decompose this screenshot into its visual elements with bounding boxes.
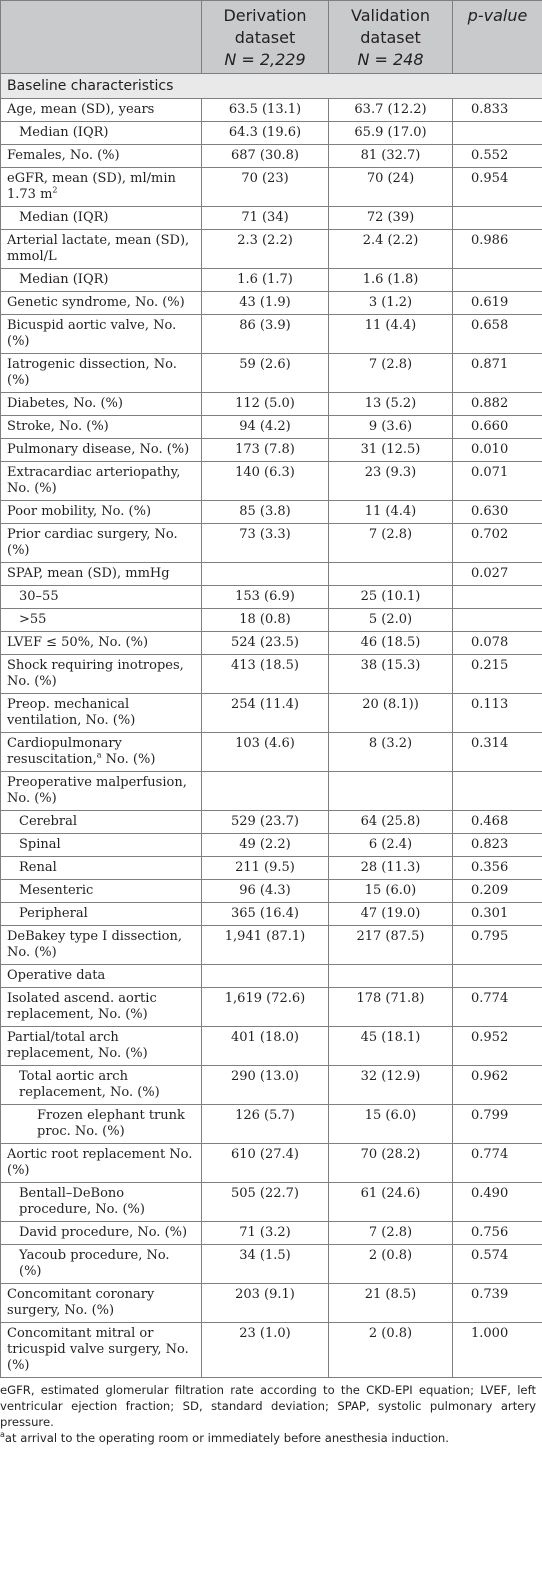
row-label bbox=[1, 292, 202, 315]
p-value: 0.552 bbox=[453, 145, 542, 168]
table-row bbox=[1, 439, 542, 462]
table-row bbox=[1, 586, 542, 609]
validation-value: 21 (8.5) bbox=[329, 1284, 453, 1323]
validation-value: 3 (1.2) bbox=[329, 292, 453, 315]
validation-value: 32 (12.9) bbox=[329, 1066, 453, 1105]
derivation-value: 211 (9.5) bbox=[202, 857, 329, 880]
validation-value: 15 (6.0) bbox=[329, 1105, 453, 1144]
row-label-text: Females, No. (%) bbox=[7, 148, 120, 163]
validation-value: 178 (71.8) bbox=[329, 988, 453, 1027]
validation-value: 20 (8.1)) bbox=[329, 694, 453, 733]
table-row bbox=[1, 462, 542, 501]
row-label-superscript: 2 bbox=[52, 185, 58, 195]
derivation-value: 85 (3.8) bbox=[202, 501, 329, 524]
validation-value: 7 (2.8) bbox=[329, 1222, 453, 1245]
derivation-value: 64.3 (19.6) bbox=[202, 122, 329, 145]
derivation-value: 96 (4.3) bbox=[202, 880, 329, 903]
p-value: 0.071 bbox=[453, 462, 542, 501]
row-label bbox=[1, 315, 202, 354]
table-body bbox=[1, 74, 542, 1378]
validation-value: 72 (39) bbox=[329, 207, 453, 230]
derivation-title-line1: Derivation bbox=[223, 6, 307, 25]
row-label bbox=[1, 1066, 202, 1105]
p-value: 0.756 bbox=[453, 1222, 542, 1245]
p-value bbox=[453, 965, 542, 988]
row-label-text: Preoperative malperfusion, No. (%) bbox=[7, 775, 187, 806]
validation-sample-size: N = 248 bbox=[357, 50, 424, 69]
header-validation bbox=[329, 1, 453, 74]
validation-value: 61 (24.6) bbox=[329, 1183, 453, 1222]
p-value: 0.215 bbox=[453, 655, 542, 694]
derivation-value: 203 (9.1) bbox=[202, 1284, 329, 1323]
row-label bbox=[1, 145, 202, 168]
row-label bbox=[1, 694, 202, 733]
validation-value: 2 (0.8) bbox=[329, 1323, 453, 1378]
p-value: 0.986 bbox=[453, 230, 542, 269]
p-value: 0.799 bbox=[453, 1105, 542, 1144]
validation-value: 81 (32.7) bbox=[329, 145, 453, 168]
derivation-value: 2.3 (2.2) bbox=[202, 230, 329, 269]
table-row bbox=[1, 1144, 542, 1183]
derivation-value: 103 (4.6) bbox=[202, 733, 329, 772]
table-row bbox=[1, 1105, 542, 1144]
row-label-text: Aortic root replacement No. (%) bbox=[7, 1147, 193, 1178]
derivation-value: 94 (4.2) bbox=[202, 416, 329, 439]
validation-value: 28 (11.3) bbox=[329, 857, 453, 880]
validation-value: 70 (28.2) bbox=[329, 1144, 453, 1183]
row-label-text: Total aortic arch replacement, No. (%) bbox=[19, 1069, 160, 1100]
p-value: 0.702 bbox=[453, 524, 542, 563]
header-empty-cell bbox=[1, 1, 202, 74]
row-label bbox=[1, 965, 202, 988]
derivation-value: 153 (6.9) bbox=[202, 586, 329, 609]
derivation-value: 59 (2.6) bbox=[202, 354, 329, 393]
validation-value bbox=[329, 772, 453, 811]
validation-value: 31 (12.5) bbox=[329, 439, 453, 462]
row-label-text: Stroke, No. (%) bbox=[7, 419, 109, 434]
row-label bbox=[1, 416, 202, 439]
derivation-value bbox=[202, 563, 329, 586]
row-label-text: DeBakey type I dissection, No. (%) bbox=[7, 929, 182, 960]
table-row bbox=[1, 1323, 542, 1378]
row-label bbox=[1, 524, 202, 563]
row-label-text: Peripheral bbox=[19, 906, 88, 921]
row-label bbox=[1, 1183, 202, 1222]
derivation-value: 505 (22.7) bbox=[202, 1183, 329, 1222]
row-label-text: Arterial lactate, mean (SD), mmol/L bbox=[7, 233, 190, 264]
table-row bbox=[1, 269, 542, 292]
row-label-text: Median (IQR) bbox=[19, 272, 109, 287]
row-label bbox=[1, 1323, 202, 1378]
derivation-value: 173 (7.8) bbox=[202, 439, 329, 462]
table-row bbox=[1, 292, 542, 315]
derivation-value: 140 (6.3) bbox=[202, 462, 329, 501]
validation-title-line1: Validation bbox=[350, 6, 430, 25]
derivation-value: 254 (11.4) bbox=[202, 694, 329, 733]
row-label bbox=[1, 772, 202, 811]
table-row bbox=[1, 524, 542, 563]
p-value: 0.954 bbox=[453, 168, 542, 207]
derivation-sample-size: N = 2,229 bbox=[224, 50, 306, 69]
row-label-text: Median (IQR) bbox=[19, 125, 109, 140]
derivation-value: 49 (2.2) bbox=[202, 834, 329, 857]
p-value: 0.871 bbox=[453, 354, 542, 393]
row-label-text: Spinal bbox=[19, 837, 61, 852]
validation-value: 25 (10.1) bbox=[329, 586, 453, 609]
row-label-text: >55 bbox=[19, 612, 47, 627]
row-label bbox=[1, 733, 202, 772]
table-row bbox=[1, 122, 542, 145]
p-value bbox=[453, 207, 542, 230]
validation-value: 2.4 (2.2) bbox=[329, 230, 453, 269]
validation-value: 9 (3.6) bbox=[329, 416, 453, 439]
p-value: 0.823 bbox=[453, 834, 542, 857]
table-row bbox=[1, 733, 542, 772]
row-label bbox=[1, 230, 202, 269]
table-row bbox=[1, 168, 542, 207]
p-value: 0.774 bbox=[453, 988, 542, 1027]
table-row bbox=[1, 926, 542, 965]
row-label bbox=[1, 926, 202, 965]
row-label bbox=[1, 207, 202, 230]
row-label bbox=[1, 903, 202, 926]
derivation-value: 71 (34) bbox=[202, 207, 329, 230]
p-value bbox=[453, 772, 542, 811]
row-label-text: Partial/total arch replacement, No. (%) bbox=[7, 1030, 148, 1061]
footnote-a bbox=[0, 1430, 536, 1446]
row-label bbox=[1, 99, 202, 122]
derivation-value: 34 (1.5) bbox=[202, 1245, 329, 1284]
validation-value: 13 (5.2) bbox=[329, 393, 453, 416]
row-label-text: Bentall–DeBono procedure, No. (%) bbox=[19, 1186, 145, 1217]
row-label-text: Poor mobility, No. (%) bbox=[7, 504, 152, 519]
derivation-value: 18 (0.8) bbox=[202, 609, 329, 632]
derivation-value: 23 (1.0) bbox=[202, 1323, 329, 1378]
row-label bbox=[1, 609, 202, 632]
p-value: 0.490 bbox=[453, 1183, 542, 1222]
row-label-text: Mesenteric bbox=[19, 883, 94, 898]
table-row bbox=[1, 609, 542, 632]
row-label-text: Diabetes, No. (%) bbox=[7, 396, 123, 411]
table-row bbox=[1, 99, 542, 122]
validation-value: 45 (18.1) bbox=[329, 1027, 453, 1066]
table-row bbox=[1, 1027, 542, 1066]
validation-value: 6 (2.4) bbox=[329, 834, 453, 857]
derivation-value: 1.6 (1.7) bbox=[202, 269, 329, 292]
row-label-text: SPAP, mean (SD), mmHg bbox=[7, 566, 170, 581]
derivation-value bbox=[202, 965, 329, 988]
validation-title-line2: dataset bbox=[360, 28, 421, 47]
table-row bbox=[1, 965, 542, 988]
row-label bbox=[1, 988, 202, 1027]
p-value bbox=[453, 122, 542, 145]
p-value: 0.882 bbox=[453, 393, 542, 416]
table-row bbox=[1, 772, 542, 811]
derivation-value: 524 (23.5) bbox=[202, 632, 329, 655]
validation-value: 65.9 (17.0) bbox=[329, 122, 453, 145]
p-value: 0.078 bbox=[453, 632, 542, 655]
validation-value: 63.7 (12.2) bbox=[329, 99, 453, 122]
row-label bbox=[1, 1144, 202, 1183]
derivation-value: 413 (18.5) bbox=[202, 655, 329, 694]
validation-value: 7 (2.8) bbox=[329, 524, 453, 563]
footnote-a-text: at arrival to the operating room or immediately before anesthesia induction. bbox=[4, 1431, 449, 1445]
row-label bbox=[1, 439, 202, 462]
section-label: Baseline characteristics bbox=[1, 74, 542, 99]
derivation-title-line2: dataset bbox=[234, 28, 296, 47]
row-label-suffix: No. (%) bbox=[101, 752, 156, 767]
table-row bbox=[1, 416, 542, 439]
pvalue-title: p-value bbox=[467, 6, 528, 25]
table-row bbox=[1, 1222, 542, 1245]
derivation-value: 610 (27.4) bbox=[202, 1144, 329, 1183]
derivation-value bbox=[202, 772, 329, 811]
p-value: 0.795 bbox=[453, 926, 542, 965]
p-value: 0.113 bbox=[453, 694, 542, 733]
table-row bbox=[1, 501, 542, 524]
header-derivation bbox=[202, 1, 329, 74]
row-label bbox=[1, 501, 202, 524]
derivation-value: 63.5 (13.1) bbox=[202, 99, 329, 122]
table-row bbox=[1, 632, 542, 655]
p-value: 0.010 bbox=[453, 439, 542, 462]
row-label bbox=[1, 1245, 202, 1284]
validation-value: 23 (9.3) bbox=[329, 462, 453, 501]
row-label-text: Cardiopulmonary resuscitation, bbox=[7, 736, 122, 767]
row-label bbox=[1, 168, 202, 207]
validation-value bbox=[329, 965, 453, 988]
derivation-value: 529 (23.7) bbox=[202, 811, 329, 834]
p-value: 0.209 bbox=[453, 880, 542, 903]
p-value: 0.660 bbox=[453, 416, 542, 439]
row-label-superscript: a bbox=[96, 750, 102, 760]
row-label-text: David procedure, No. (%) bbox=[19, 1225, 188, 1240]
validation-value: 2 (0.8) bbox=[329, 1245, 453, 1284]
derivation-value: 70 (23) bbox=[202, 168, 329, 207]
table-row bbox=[1, 1284, 542, 1323]
validation-value: 70 (24) bbox=[329, 168, 453, 207]
p-value bbox=[453, 609, 542, 632]
table-row bbox=[1, 563, 542, 586]
p-value: 0.301 bbox=[453, 903, 542, 926]
table-row bbox=[1, 145, 542, 168]
p-value: 0.027 bbox=[453, 563, 542, 586]
row-label bbox=[1, 632, 202, 655]
row-label-text: Operative data bbox=[7, 968, 106, 983]
table-row bbox=[1, 393, 542, 416]
derivation-value: 1,619 (72.6) bbox=[202, 988, 329, 1027]
row-label-text: Extracardiac arteriopathy, No. (%) bbox=[7, 465, 181, 496]
row-label-text: Pulmonary disease, No. (%) bbox=[7, 442, 190, 457]
row-label-text: Shock requiring inotropes, No. (%) bbox=[7, 658, 184, 689]
row-label-text: Prior cardiac surgery, No. (%) bbox=[7, 527, 178, 558]
p-value: 0.952 bbox=[453, 1027, 542, 1066]
section-row bbox=[1, 74, 542, 99]
row-label bbox=[1, 122, 202, 145]
header-pvalue bbox=[453, 1, 542, 74]
p-value: 0.314 bbox=[453, 733, 542, 772]
row-label bbox=[1, 586, 202, 609]
validation-value: 15 (6.0) bbox=[329, 880, 453, 903]
row-label bbox=[1, 1284, 202, 1323]
table-row bbox=[1, 354, 542, 393]
table-row bbox=[1, 1245, 542, 1284]
row-label-text: Median (IQR) bbox=[19, 210, 109, 225]
row-label bbox=[1, 857, 202, 880]
row-label-text: Isolated ascend. aortic replacement, No. (%) bbox=[7, 991, 157, 1022]
p-value: 0.774 bbox=[453, 1144, 542, 1183]
p-value: 0.619 bbox=[453, 292, 542, 315]
row-label bbox=[1, 1105, 202, 1144]
validation-value: 1.6 (1.8) bbox=[329, 269, 453, 292]
table-row bbox=[1, 903, 542, 926]
table-row bbox=[1, 1183, 542, 1222]
validation-value: 11 (4.4) bbox=[329, 501, 453, 524]
table-row bbox=[1, 207, 542, 230]
row-label-text: Renal bbox=[19, 860, 57, 875]
validation-value: 217 (87.5) bbox=[329, 926, 453, 965]
row-label bbox=[1, 1027, 202, 1066]
table-row bbox=[1, 230, 542, 269]
validation-value: 7 (2.8) bbox=[329, 354, 453, 393]
p-value: 0.658 bbox=[453, 315, 542, 354]
footnote-a-marker: a bbox=[0, 1430, 5, 1440]
validation-value: 8 (3.2) bbox=[329, 733, 453, 772]
derivation-value: 687 (30.8) bbox=[202, 145, 329, 168]
row-label-text: LVEF ≤ 50%, No. (%) bbox=[7, 635, 149, 650]
row-label-text: Frozen elephant trunk proc. No. (%) bbox=[37, 1108, 185, 1139]
derivation-value: 112 (5.0) bbox=[202, 393, 329, 416]
row-label bbox=[1, 393, 202, 416]
row-label bbox=[1, 354, 202, 393]
row-label-text: 30–55 bbox=[19, 589, 59, 604]
validation-value: 64 (25.8) bbox=[329, 811, 453, 834]
p-value bbox=[453, 586, 542, 609]
row-label-text: Iatrogenic dissection, No. (%) bbox=[7, 357, 177, 388]
row-label-text: Bicuspid aortic valve, No. (%) bbox=[7, 318, 177, 349]
p-value: 0.574 bbox=[453, 1245, 542, 1284]
p-value: 0.833 bbox=[453, 99, 542, 122]
row-label-text: Preop. mechanical ventilation, No. (%) bbox=[7, 697, 136, 728]
derivation-value: 126 (5.7) bbox=[202, 1105, 329, 1144]
header-row bbox=[1, 1, 542, 74]
table-footnotes bbox=[0, 1382, 536, 1446]
derivation-value: 401 (18.0) bbox=[202, 1027, 329, 1066]
row-label bbox=[1, 880, 202, 903]
row-label bbox=[1, 1222, 202, 1245]
p-value bbox=[453, 269, 542, 292]
derivation-value: 71 (3.2) bbox=[202, 1222, 329, 1245]
row-label bbox=[1, 655, 202, 694]
p-value: 0.739 bbox=[453, 1284, 542, 1323]
table-row bbox=[1, 811, 542, 834]
table-row bbox=[1, 315, 542, 354]
row-label-text: Yacoub procedure, No. (%) bbox=[19, 1248, 170, 1279]
validation-value: 11 (4.4) bbox=[329, 315, 453, 354]
row-label-text: Concomitant coronary surgery, No. (%) bbox=[7, 1287, 155, 1318]
row-label-text: eGFR, mean (SD), ml/min 1.73 m bbox=[7, 171, 176, 202]
table-row bbox=[1, 880, 542, 903]
row-label bbox=[1, 462, 202, 501]
row-label bbox=[1, 269, 202, 292]
row-label bbox=[1, 563, 202, 586]
table-row bbox=[1, 694, 542, 733]
row-label bbox=[1, 811, 202, 834]
table-row bbox=[1, 988, 542, 1027]
p-value: 1.000 bbox=[453, 1323, 542, 1378]
row-label bbox=[1, 834, 202, 857]
derivation-value: 73 (3.3) bbox=[202, 524, 329, 563]
p-value: 0.962 bbox=[453, 1066, 542, 1105]
p-value: 0.630 bbox=[453, 501, 542, 524]
p-value: 0.468 bbox=[453, 811, 542, 834]
derivation-value: 365 (16.4) bbox=[202, 903, 329, 926]
validation-value bbox=[329, 563, 453, 586]
table-row bbox=[1, 834, 542, 857]
row-label-text: Concomitant mitral or tricuspid valve surgery, No. (%) bbox=[7, 1326, 189, 1373]
row-label-text: Age, mean (SD), years bbox=[7, 102, 155, 117]
p-value: 0.356 bbox=[453, 857, 542, 880]
derivation-value: 43 (1.9) bbox=[202, 292, 329, 315]
table-row bbox=[1, 1066, 542, 1105]
validation-value: 46 (18.5) bbox=[329, 632, 453, 655]
table-header bbox=[1, 1, 542, 74]
validation-value: 38 (15.3) bbox=[329, 655, 453, 694]
derivation-value: 290 (13.0) bbox=[202, 1066, 329, 1105]
table-row bbox=[1, 655, 542, 694]
validation-value: 5 (2.0) bbox=[329, 609, 453, 632]
validation-value: 47 (19.0) bbox=[329, 903, 453, 926]
table-row bbox=[1, 857, 542, 880]
footnote-abbreviations: eGFR, estimated glomerular filtration rate according to the CKD-EPI equation; LVEF, left ventricular ejection fraction; SD, standard deviation; SPAP, systolic pulmonary artery pressure. bbox=[0, 1383, 536, 1429]
derivation-value: 86 (3.9) bbox=[202, 315, 329, 354]
row-label-text: Cerebral bbox=[19, 814, 77, 829]
derivation-value: 1,941 (87.1) bbox=[202, 926, 329, 965]
row-label-text: Genetic syndrome, No. (%) bbox=[7, 295, 185, 310]
